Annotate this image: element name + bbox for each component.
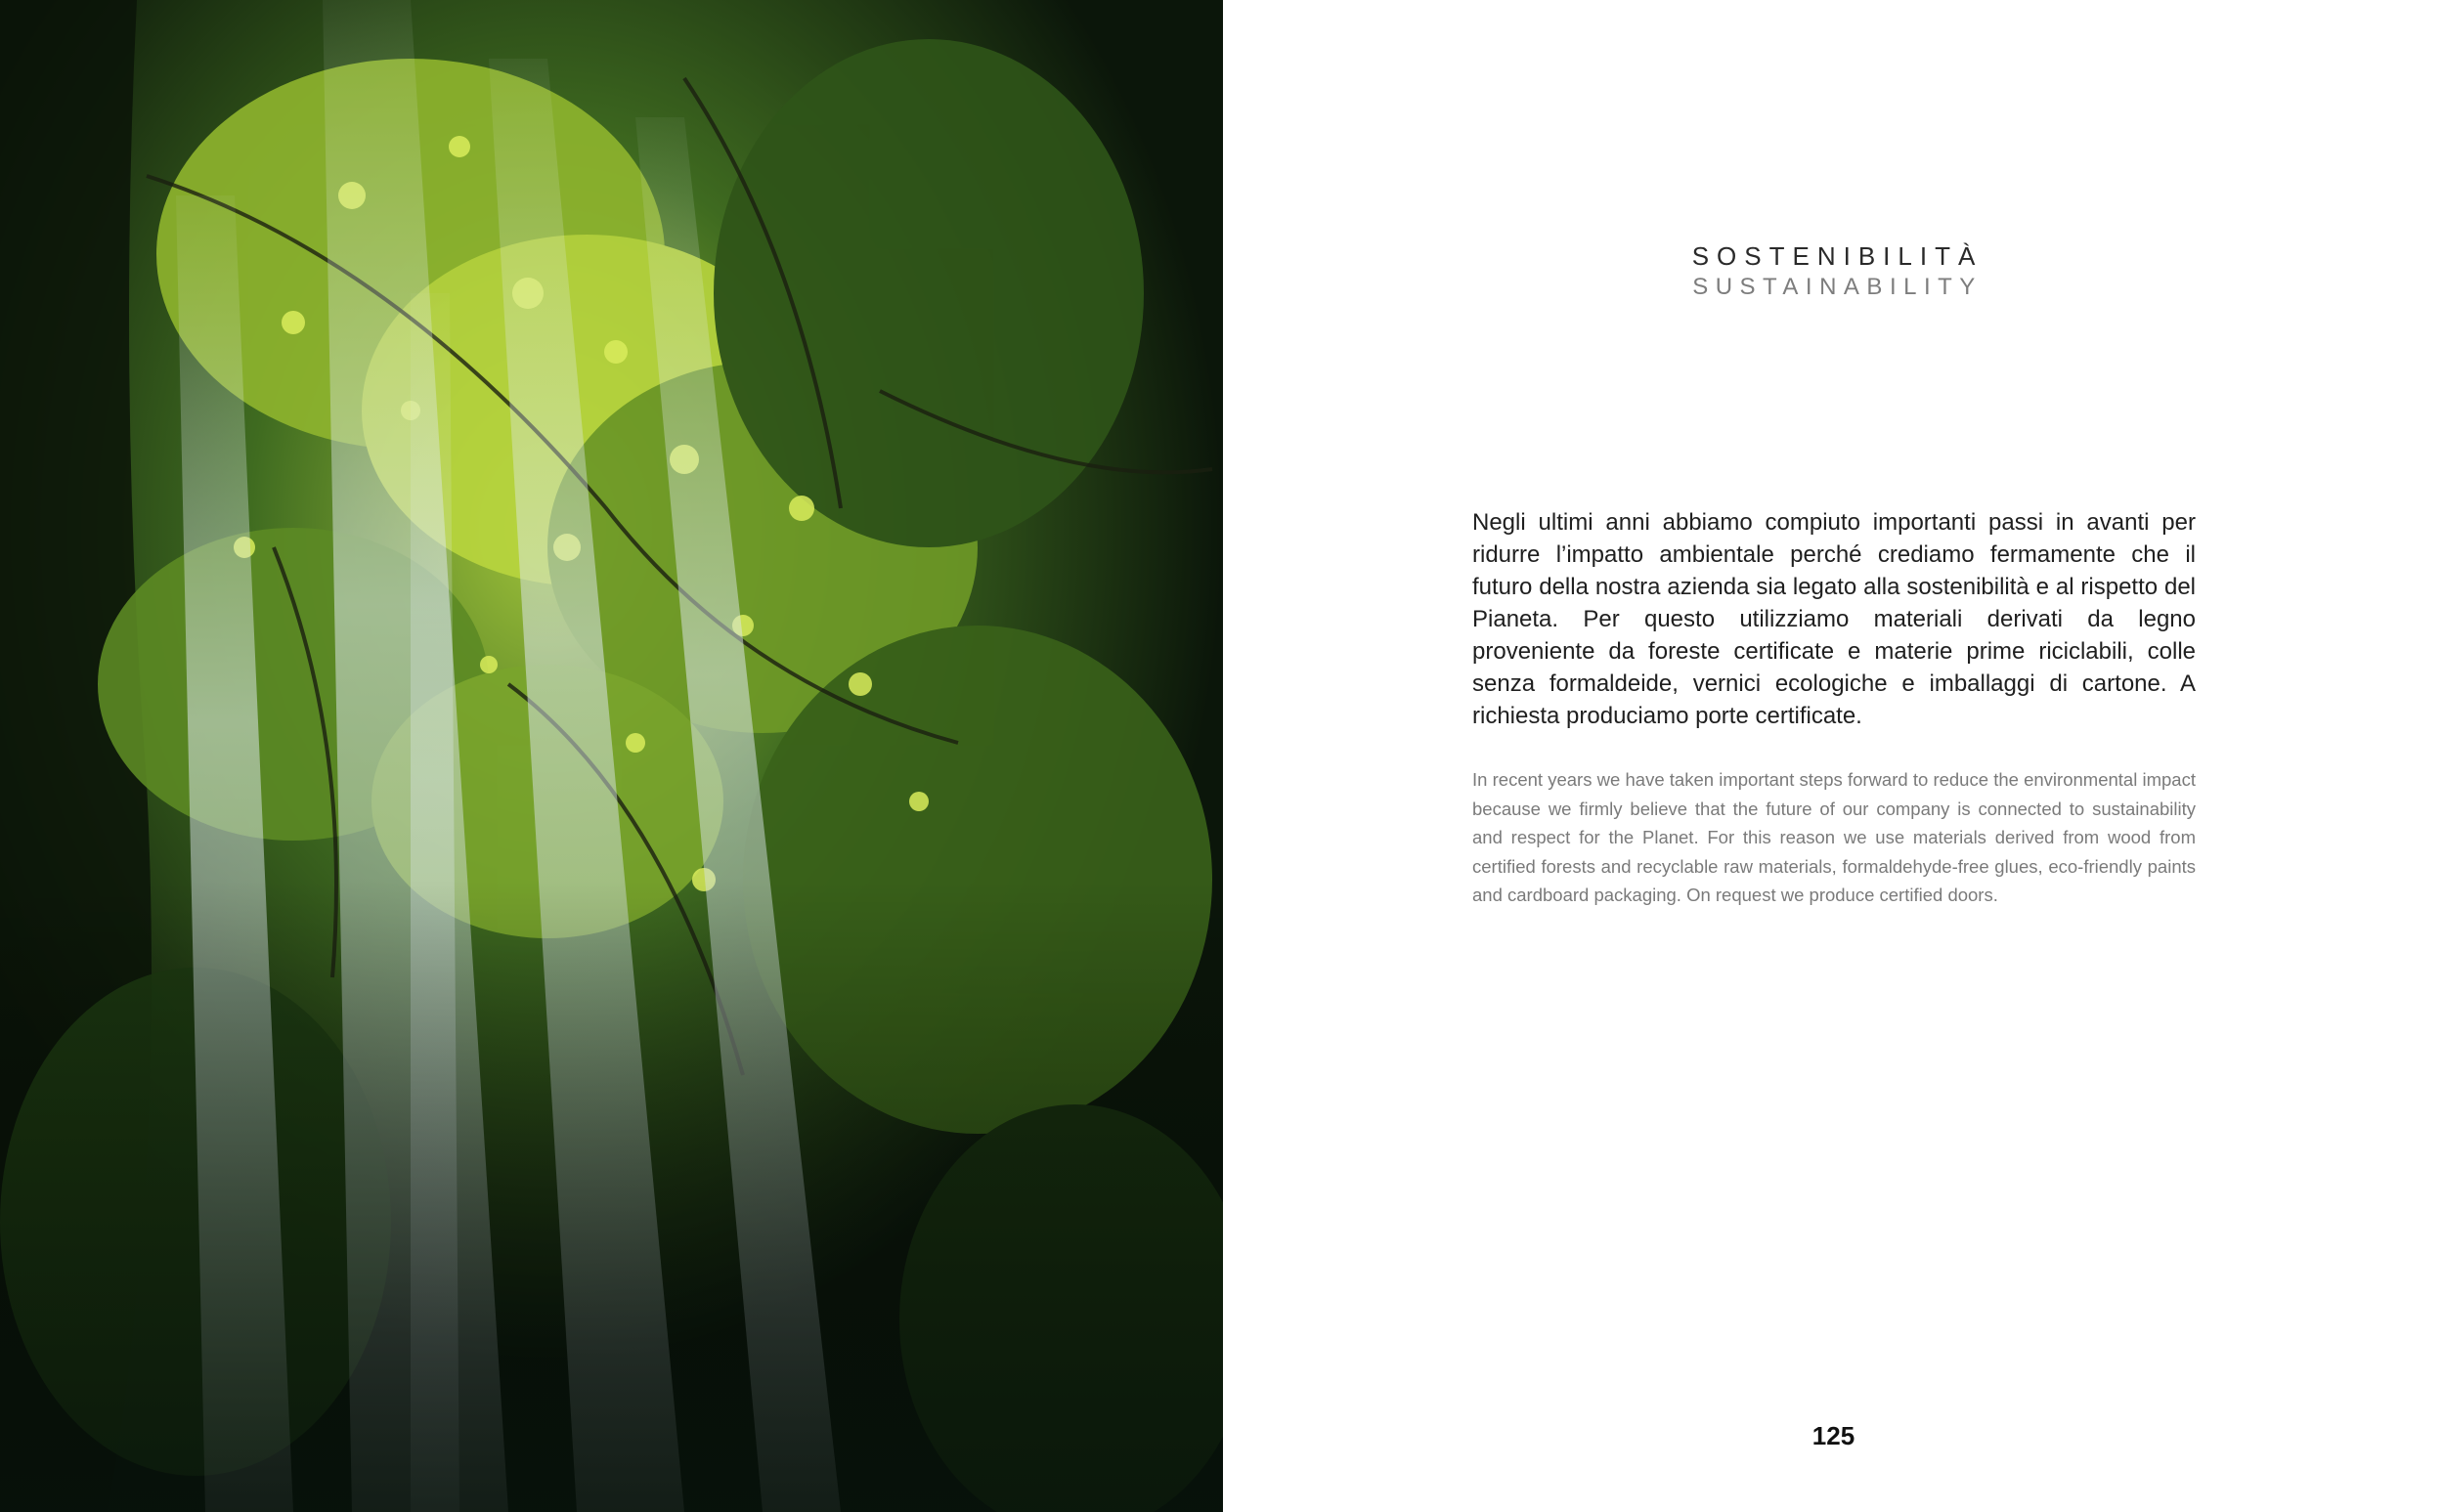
- section-title-italian: SOSTENIBILITÀ: [1691, 241, 1984, 271]
- body-text-italian: Negli ultimi anni abbiamo compiuto importanti passi in avanti per ridurre l’impatto ambientale perché crediamo fermamente che il futuro della nostra azienda sia legato alla sostenibilità e al rispetto del Pianeta. Per questo utilizziamo materiali derivati da legno proveniente da foreste certificate e materie prime riciclabili, colle senza formaldeide, vernici ecologiche e imballaggi di cartone. A richiesta produciamo porte certificate.: [1472, 509, 2196, 729]
- section-title-english: SUSTAINABILITY: [1692, 274, 1983, 300]
- section-heading: [1223, 239, 2444, 302]
- page-number: 125: [1811, 1421, 1855, 1450]
- text-page: [1223, 0, 2444, 1512]
- body-text-english: In recent years we have taken important steps forward to reduce the environmental impact because we firmly believe that the future of our company is connected to sustainability and respect for the Planet. For this reason we use materials derived from wood from certified forests and recyclable raw materials, formaldehyde-free glues, eco-friendly paints and cardboard packaging. On request we produce certified doors.: [1472, 769, 2196, 905]
